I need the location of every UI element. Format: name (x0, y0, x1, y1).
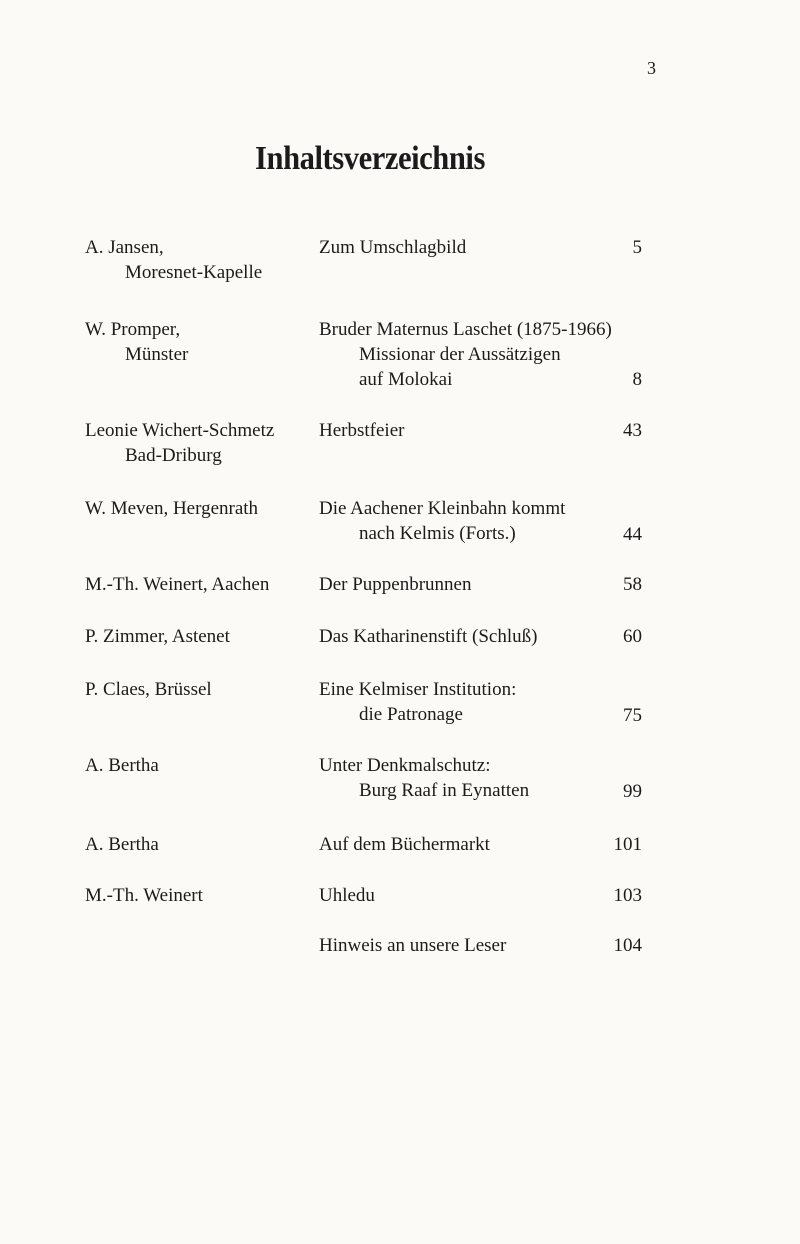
toc-author-line: Moresnet-Kapelle (125, 262, 263, 283)
toc-author (85, 317, 315, 367)
toc-author (85, 883, 315, 908)
toc-entry (0, 235, 800, 315)
toc-entry (0, 933, 800, 1013)
toc-page-number: 5 (632, 237, 642, 258)
page-number: 3 (647, 58, 656, 78)
toc-title-line: Das Katharinenstift (Schluß) (319, 626, 538, 647)
toc-title-line: Die Aachener Kleinbahn kommt (319, 498, 566, 519)
toc-title-line: Hinweis an unsere Leser (319, 935, 507, 956)
toc-author-line: Münster (125, 344, 189, 365)
toc-author-line: P. Zimmer, Astenet (85, 626, 230, 647)
toc-author (85, 677, 315, 702)
toc-page-number: 43 (623, 420, 642, 441)
toc-title (319, 677, 649, 727)
toc-title (319, 753, 649, 803)
toc-author (85, 753, 315, 778)
toc-author-line: Leonie Wichert-Schmetz (85, 420, 275, 441)
toc-title (319, 832, 649, 857)
toc-title-line: Herbstfeier (319, 420, 405, 441)
toc-author-line: W. Meven, Hergenrath (85, 498, 259, 519)
toc-title-line: Der Puppenbrunnen (319, 574, 472, 595)
toc-author-line: A. Bertha (85, 834, 159, 855)
toc-author (85, 572, 315, 597)
toc-page-number: 103 (613, 885, 642, 906)
toc-author-line: M.-Th. Weinert, Aachen (85, 574, 270, 595)
toc-title (319, 496, 649, 546)
toc-title (319, 418, 649, 443)
toc-title-line: Uhledu (319, 885, 375, 906)
toc-title-line: die Patronage (359, 704, 463, 725)
toc-entry (0, 753, 800, 833)
toc-author (85, 235, 315, 285)
toc-entry (0, 317, 800, 397)
toc-page-number: 60 (623, 626, 642, 647)
toc-page-number: 44 (623, 524, 642, 545)
toc-title (319, 317, 649, 392)
toc-page-number: 8 (632, 369, 642, 390)
toc-title-line: Zum Umschlagbild (319, 237, 467, 258)
toc-author-line: M.-Th. Weinert (85, 885, 203, 906)
toc-title-line: Missionar der Aussätzigen (359, 344, 561, 365)
toc-author (85, 832, 315, 857)
toc-page-number: 99 (623, 781, 642, 802)
toc-title (319, 572, 649, 597)
toc-entry (0, 418, 800, 498)
toc-title (319, 624, 649, 649)
toc-author-line: Bad-Driburg (125, 445, 222, 466)
toc-title-line: Burg Raaf in Eynatten (359, 780, 530, 801)
toc-title-line: Unter Denkmalschutz: (319, 755, 491, 776)
toc-title (319, 883, 649, 908)
toc-page-number: 75 (623, 705, 642, 726)
toc-title-line: auf Molokai (359, 369, 453, 390)
toc-title-line: Eine Kelmiser Institution: (319, 679, 517, 700)
toc-title (319, 933, 649, 958)
toc-page-number: 58 (623, 574, 642, 595)
toc-author-line: P. Claes, Brüssel (85, 679, 212, 700)
toc-author-line: A. Jansen, (85, 237, 164, 258)
toc-author (85, 624, 315, 649)
toc-author-line: A. Bertha (85, 755, 159, 776)
page-title: Inhaltsverzeichnis (255, 140, 485, 177)
toc-title (319, 235, 649, 260)
toc-author-line: W. Promper, (85, 319, 181, 340)
toc-entry (0, 496, 800, 576)
toc-title-line: Bruder Maternus Laschet (1875-1966) (319, 319, 612, 340)
toc-entry (0, 677, 800, 757)
toc-author (85, 418, 315, 468)
toc-title-line: nach Kelmis (Forts.) (359, 523, 516, 544)
toc-title-line: Auf dem Büchermarkt (319, 834, 490, 855)
toc-page-number: 101 (613, 834, 642, 855)
toc-page-number: 104 (613, 935, 642, 956)
toc-author (85, 496, 315, 521)
